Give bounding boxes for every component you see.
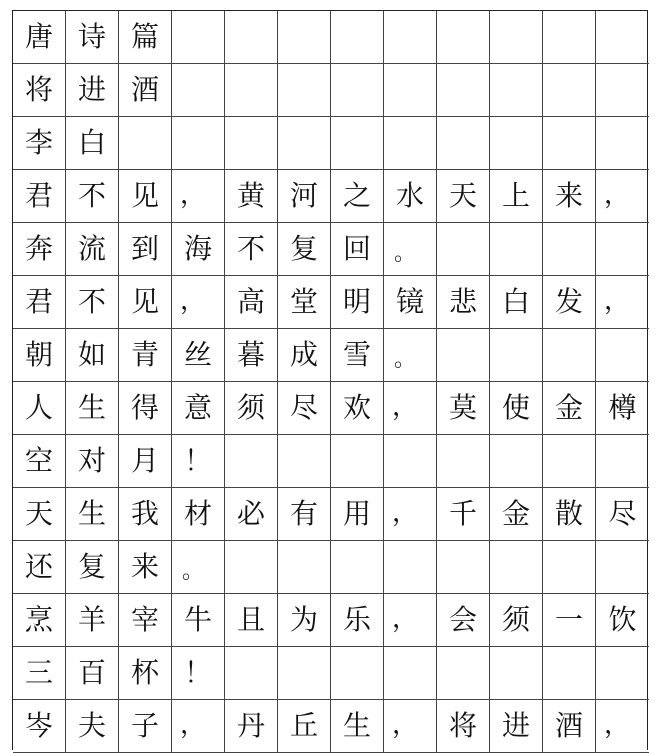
grid-cell (384, 435, 437, 488)
grid-cell (543, 223, 596, 276)
grid-cell (331, 647, 384, 700)
character-grid (13, 11, 647, 753)
grid-cell (437, 435, 490, 488)
grid-cell (331, 11, 384, 64)
grid-cell: 丹 (225, 700, 278, 753)
grid-cell (331, 435, 384, 488)
grid-cell: ， (384, 488, 437, 541)
grid-cell: 欢 (331, 382, 384, 435)
grid-cell: 不 (66, 170, 119, 223)
grid-cell (543, 541, 596, 594)
grid-cell (596, 647, 649, 700)
grid-cell: 回 (331, 223, 384, 276)
grid-cell: 不 (225, 223, 278, 276)
grid-cell: 月 (119, 435, 172, 488)
grid-cell (596, 541, 649, 594)
grid-cell (543, 117, 596, 170)
grid-cell: 发 (543, 276, 596, 329)
grid-cell: 会 (437, 594, 490, 647)
grid-cell (437, 117, 490, 170)
grid-cell: 子 (119, 700, 172, 753)
grid-cell: 须 (225, 382, 278, 435)
grid-cell (543, 329, 596, 382)
grid-cell (225, 64, 278, 117)
grid-cell: 生 (331, 700, 384, 753)
grid-cell (596, 329, 649, 382)
grid-cell: 诗 (66, 11, 119, 64)
grid-cell: ， (596, 170, 649, 223)
grid-cell: 君 (13, 276, 66, 329)
grid-cell (437, 11, 490, 64)
grid-cell: 酒 (119, 64, 172, 117)
grid-cell: 金 (490, 488, 543, 541)
grid-cell (490, 223, 543, 276)
grid-cell: 饮 (596, 594, 649, 647)
grid-cell (437, 541, 490, 594)
grid-cell: 生 (66, 382, 119, 435)
grid-cell: 河 (278, 170, 331, 223)
grid-cell: 高 (225, 276, 278, 329)
grid-cell (225, 435, 278, 488)
grid-cell: 须 (490, 594, 543, 647)
grid-cell: 不 (66, 276, 119, 329)
grid-cell: 如 (66, 329, 119, 382)
grid-cell: 为 (278, 594, 331, 647)
grid-cell: 上 (490, 170, 543, 223)
grid-cell (331, 541, 384, 594)
grid-cell: 材 (172, 488, 225, 541)
grid-cell: 君 (13, 170, 66, 223)
grid-cell (543, 435, 596, 488)
grid-cell: 丘 (278, 700, 331, 753)
grid-cell: ， (172, 700, 225, 753)
grid-cell (437, 64, 490, 117)
grid-cell (437, 223, 490, 276)
grid-cell: 还 (13, 541, 66, 594)
grid-cell: ， (384, 382, 437, 435)
grid-cell: 到 (119, 223, 172, 276)
grid-cell: 对 (66, 435, 119, 488)
grid-cell: 见 (119, 170, 172, 223)
grid-cell: 白 (490, 276, 543, 329)
grid-cell (278, 117, 331, 170)
grid-cell: ， (172, 170, 225, 223)
manuscript-paper (12, 10, 648, 750)
grid-cell: 莫 (437, 382, 490, 435)
grid-cell (490, 64, 543, 117)
grid-cell: 用 (331, 488, 384, 541)
grid-cell (437, 647, 490, 700)
grid-cell: 之 (331, 170, 384, 223)
grid-cell (225, 117, 278, 170)
grid-cell: 海 (172, 223, 225, 276)
grid-cell: 。 (384, 329, 437, 382)
grid-cell (331, 64, 384, 117)
grid-cell: 天 (437, 170, 490, 223)
grid-cell: 奔 (13, 223, 66, 276)
grid-cell: 丝 (172, 329, 225, 382)
grid-cell: 朝 (13, 329, 66, 382)
grid-cell: 樽 (596, 382, 649, 435)
grid-cell: 生 (66, 488, 119, 541)
grid-cell: 雪 (331, 329, 384, 382)
grid-cell: 尽 (278, 382, 331, 435)
grid-cell: 将 (13, 64, 66, 117)
grid-cell (225, 647, 278, 700)
grid-cell: 进 (490, 700, 543, 753)
grid-cell: 千 (437, 488, 490, 541)
grid-cell (225, 11, 278, 64)
grid-cell: 且 (225, 594, 278, 647)
grid-cell: 复 (66, 541, 119, 594)
grid-cell: 一 (543, 594, 596, 647)
grid-cell: 悲 (437, 276, 490, 329)
grid-cell (596, 223, 649, 276)
grid-cell: 来 (543, 170, 596, 223)
grid-cell (490, 329, 543, 382)
grid-cell (543, 64, 596, 117)
grid-cell: 成 (278, 329, 331, 382)
grid-cell: 篇 (119, 11, 172, 64)
grid-cell: 得 (119, 382, 172, 435)
grid-cell: ， (596, 276, 649, 329)
grid-cell: 有 (278, 488, 331, 541)
grid-cell (384, 64, 437, 117)
grid-cell: 牛 (172, 594, 225, 647)
grid-cell: ， (596, 700, 649, 753)
grid-cell: 李 (13, 117, 66, 170)
grid-cell (225, 541, 278, 594)
grid-cell: 天 (13, 488, 66, 541)
grid-cell: 杯 (119, 647, 172, 700)
grid-cell: ！ (172, 435, 225, 488)
grid-cell: 青 (119, 329, 172, 382)
grid-cell: 暮 (225, 329, 278, 382)
grid-cell (278, 541, 331, 594)
grid-cell: 我 (119, 488, 172, 541)
grid-cell (172, 64, 225, 117)
grid-cell: 白 (66, 117, 119, 170)
grid-cell (437, 329, 490, 382)
grid-cell (596, 64, 649, 117)
grid-cell (596, 117, 649, 170)
grid-cell (278, 647, 331, 700)
grid-cell: 水 (384, 170, 437, 223)
grid-cell (596, 435, 649, 488)
grid-cell: 尽 (596, 488, 649, 541)
grid-cell: 镜 (384, 276, 437, 329)
grid-cell: 空 (13, 435, 66, 488)
grid-cell: ， (384, 594, 437, 647)
grid-cell: ！ (172, 647, 225, 700)
grid-cell: 来 (119, 541, 172, 594)
grid-cell: 黄 (225, 170, 278, 223)
grid-cell (119, 117, 172, 170)
grid-cell (490, 541, 543, 594)
grid-cell (384, 117, 437, 170)
grid-cell (490, 11, 543, 64)
grid-cell (543, 11, 596, 64)
grid-cell: 人 (13, 382, 66, 435)
grid-cell: 金 (543, 382, 596, 435)
grid-cell: 夫 (66, 700, 119, 753)
grid-cell: 明 (331, 276, 384, 329)
grid-cell: 烹 (13, 594, 66, 647)
grid-cell: 堂 (278, 276, 331, 329)
grid-cell: 百 (66, 647, 119, 700)
grid-cell (278, 11, 331, 64)
grid-cell: 三 (13, 647, 66, 700)
grid-cell: 岑 (13, 700, 66, 753)
grid-cell: 使 (490, 382, 543, 435)
grid-cell: ， (384, 700, 437, 753)
grid-cell: 意 (172, 382, 225, 435)
grid-cell (384, 647, 437, 700)
grid-cell (278, 64, 331, 117)
grid-cell: 进 (66, 64, 119, 117)
grid-cell: ， (172, 276, 225, 329)
grid-cell: 。 (172, 541, 225, 594)
grid-cell (172, 11, 225, 64)
grid-cell (490, 117, 543, 170)
grid-cell (172, 117, 225, 170)
grid-cell: 见 (119, 276, 172, 329)
grid-cell (490, 647, 543, 700)
grid-cell (490, 435, 543, 488)
grid-cell: 唐 (13, 11, 66, 64)
grid-cell: 酒 (543, 700, 596, 753)
grid-cell: 必 (225, 488, 278, 541)
grid-cell: 将 (437, 700, 490, 753)
grid-cell (384, 541, 437, 594)
grid-cell: 宰 (119, 594, 172, 647)
grid-cell (384, 11, 437, 64)
grid-cell: 流 (66, 223, 119, 276)
grid-cell: 乐 (331, 594, 384, 647)
grid-cell (278, 435, 331, 488)
grid-cell (331, 117, 384, 170)
grid-cell: 。 (384, 223, 437, 276)
grid-cell: 散 (543, 488, 596, 541)
grid-cell: 复 (278, 223, 331, 276)
grid-cell: 羊 (66, 594, 119, 647)
grid-cell (543, 647, 596, 700)
grid-cell (596, 11, 649, 64)
